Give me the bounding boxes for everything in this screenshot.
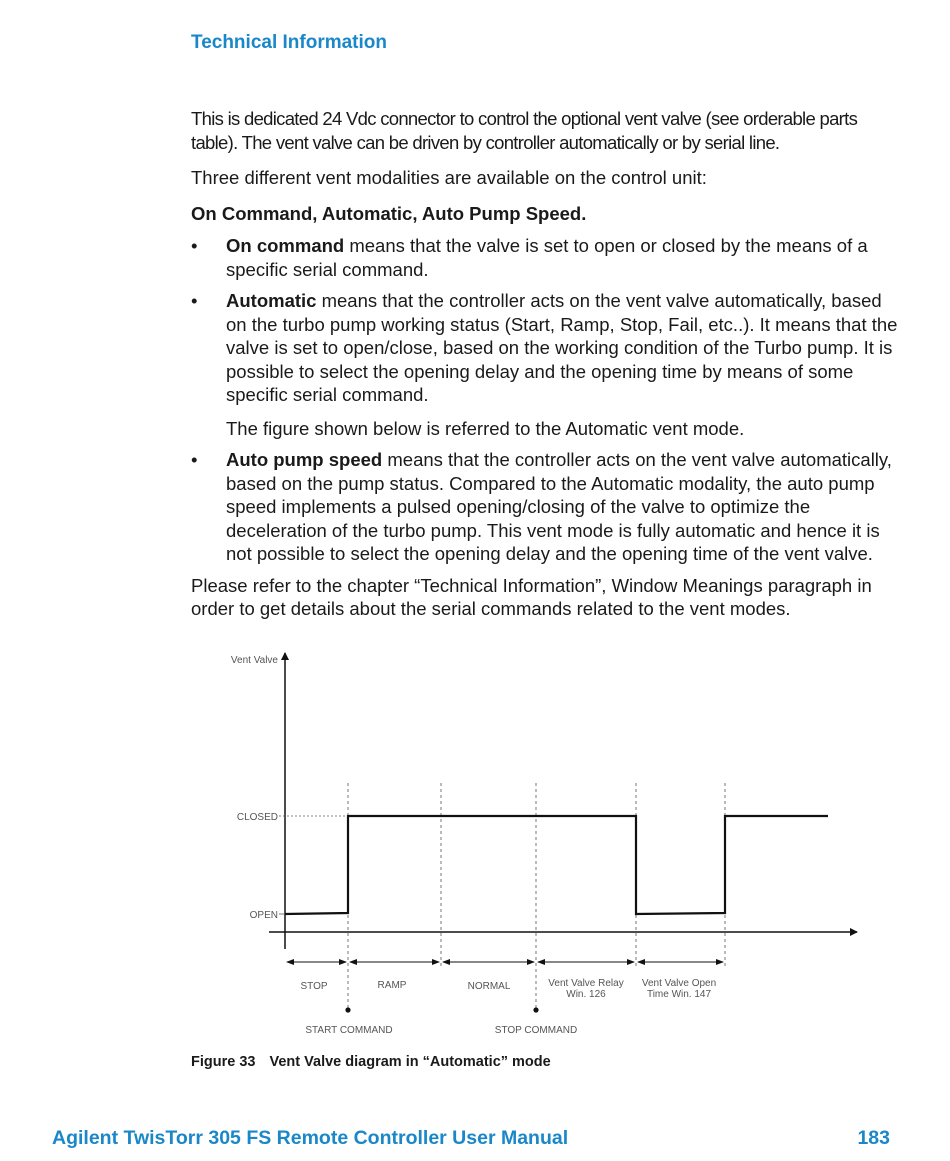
relay-window-number: Win. 126 xyxy=(566,989,606,1000)
manual-title: Agilent TwisTorr 305 FS Remote Controller User Manual xyxy=(52,1127,569,1149)
figure-caption-text: Vent Valve diagram in “Automatic” mode xyxy=(269,1054,551,1070)
figure-note: The figure shown below is referred to the Automatic vent mode. xyxy=(226,417,745,439)
start-command-label: START COMMAND xyxy=(305,1025,393,1036)
bullet-text: means that the controller acts on the vent valve automatically, based on the pump status. Compared to the Automatic modality, the auto pump speed implements a pulsed opening/closing of the valve to optimize the deceleration of the turbo pump. This vent mode is fully automatic and hence it is not possible to select the opening delay and the opening time of the vent valve. xyxy=(226,449,892,564)
bullet-text: means that the controller acts on the vent valve automatically, based on the turbo pump working status (Start, Ramp, Stop, Fail, etc..). It means that the valve is set to open/close, based on the working condition of the Turbo pump. It is possible to select the opening delay and the opening time by means of some specific serial command. xyxy=(226,290,898,405)
list-item xyxy=(191,448,903,566)
list-item xyxy=(191,234,903,281)
y-axis-label: Vent Valve xyxy=(230,655,278,666)
modalities-list xyxy=(191,234,903,566)
section-title: Technical Information xyxy=(191,32,388,53)
modalities-intro: Three different vent modalities are available on the control unit: xyxy=(191,167,707,188)
bullet-text: means that the valve is set to open or closed by the means of a specific serial command. xyxy=(226,235,868,280)
page-footer xyxy=(52,1127,890,1150)
bullet-icon: • xyxy=(191,449,198,470)
figure-number: Figure 33 xyxy=(191,1054,256,1070)
stop-command-label: STOP COMMAND xyxy=(494,1025,578,1036)
body-content xyxy=(191,107,903,633)
stop-command-marker xyxy=(533,1007,538,1012)
bullet-term: On command xyxy=(226,235,345,256)
open-time-label: Vent Valve Open xyxy=(641,978,717,989)
open-level-label: OPEN xyxy=(249,910,278,921)
open-time-window-number: Time Win. 147 xyxy=(646,989,712,1000)
list-item xyxy=(191,289,903,440)
refer-paragraph: Please refer to the chapter “Technical Information”, Window Meanings paragraph in order to get details about the serial commands related to the vent modes. xyxy=(191,574,872,619)
relay-window-label: Vent Valve Relay xyxy=(548,978,624,989)
phase-label-normal: NORMAL xyxy=(467,981,511,992)
valve-state-signal xyxy=(285,816,828,914)
closed-level-label: CLOSED xyxy=(236,812,278,823)
start-command-marker xyxy=(345,1007,350,1012)
bullet-icon: • xyxy=(191,235,198,256)
phase-label-stop: STOP xyxy=(300,981,328,992)
bullet-term: Automatic xyxy=(226,290,317,311)
bullet-term: Auto pump speed xyxy=(226,449,383,470)
figure-caption xyxy=(191,1054,551,1070)
modalities-heading: On Command, Automatic, Auto Pump Speed. xyxy=(191,202,587,224)
phase-label-ramp: RAMP xyxy=(377,980,407,991)
bullet-icon: • xyxy=(191,290,198,311)
intro-paragraph: This is dedicated 24 Vdc connector to control the optional vent valve (see orderable parts table). The vent valve can be driven by controller automatically or by serial line. xyxy=(191,108,858,153)
page-number: 183 xyxy=(857,1127,890,1149)
vent-valve-diagram xyxy=(191,643,871,1043)
